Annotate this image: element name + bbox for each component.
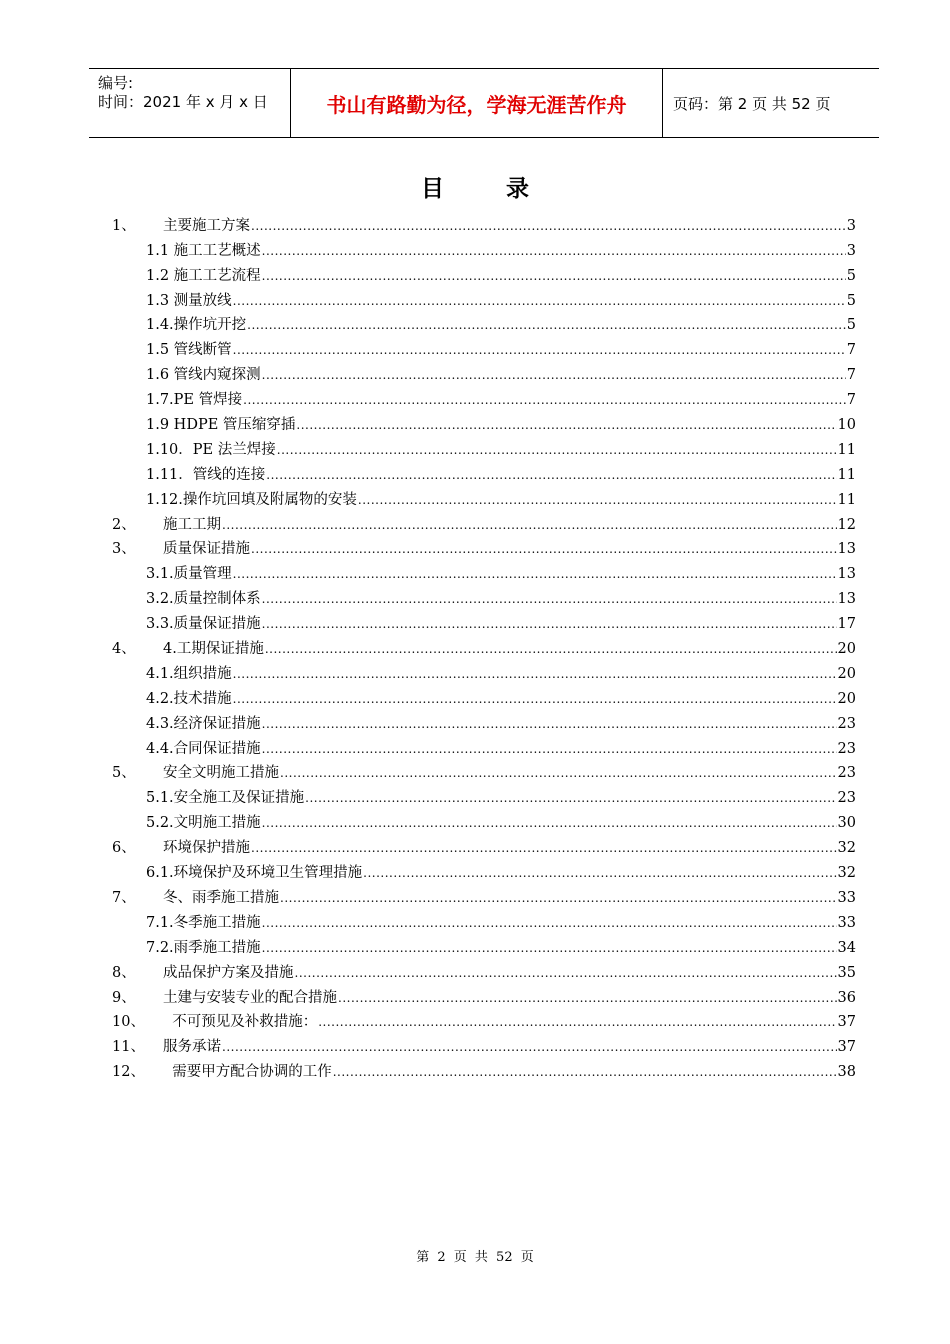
- toc-leader-dots: [262, 242, 846, 260]
- toc-entry-page: 13: [837, 591, 856, 608]
- toc-entry[interactable]: [112, 384, 856, 409]
- toc-entry-title: 环境保护措施: [163, 840, 250, 857]
- toc-entry[interactable]: [112, 957, 856, 982]
- toc-entry-page: 7: [846, 392, 856, 409]
- toc-entry-number: 8、: [112, 964, 136, 981]
- toc-entry-page: 37: [837, 1039, 856, 1056]
- toc-leader-dots: [305, 789, 836, 807]
- toc-entry-title: 土建与安装专业的配合措施: [163, 989, 337, 1006]
- toc-entry-page: 20: [837, 690, 856, 707]
- toc-entry-page: 3: [846, 217, 856, 234]
- toc-leader-dots: [262, 715, 837, 733]
- toc-entry[interactable]: [112, 583, 856, 608]
- toc-entry[interactable]: [112, 409, 856, 434]
- toc-entry-title: 1.9 HDPE 管压缩穿插: [146, 417, 296, 434]
- toc-leader-dots: [233, 341, 846, 359]
- toc-entry-page: 11: [837, 491, 856, 508]
- toc-leader-dots: [262, 267, 846, 285]
- toc-entry[interactable]: [112, 733, 856, 758]
- toc-leader-dots: [233, 665, 837, 683]
- toc-entry-number: 4、: [112, 641, 136, 658]
- toc-entry[interactable]: [112, 1031, 856, 1056]
- toc-entry-page: 11: [837, 466, 856, 483]
- toc-leader-dots: [233, 292, 846, 310]
- toc-entry-title: 7.2.雨季施工措施: [146, 939, 261, 956]
- toc-entry-title: 1.10．PE 法兰焊接: [146, 441, 276, 458]
- toc-leader-dots: [233, 690, 837, 708]
- toc-entry-number: 2、: [112, 516, 136, 533]
- toc-entry-title: 7.1.冬季施工措施: [146, 914, 261, 931]
- toc-leader-dots: [280, 764, 837, 782]
- toc-entry-title: 5.1.安全施工及保证措施: [146, 790, 305, 807]
- toc-entry[interactable]: [112, 210, 856, 235]
- toc-entry-title: 1.11．管线的连接: [146, 466, 266, 483]
- time-text: 时间：2021 年 x 月 x 日: [98, 93, 268, 111]
- toc-entry[interactable]: [112, 558, 856, 583]
- toc-entry-page: 37: [837, 1014, 856, 1031]
- toc-entry-page: 20: [837, 665, 856, 682]
- page-footer: 第 2 页 共 52 页: [416, 1250, 534, 1265]
- toc-leader-dots: [280, 889, 837, 907]
- toc-entry-number: 3、: [112, 541, 136, 558]
- toc-entry-page: 5: [846, 317, 856, 334]
- toc-entry-page: 38: [837, 1064, 856, 1081]
- toc-entry-page: 5: [846, 267, 856, 284]
- toc-entry[interactable]: [112, 633, 856, 658]
- toc-leader-dots: [265, 640, 837, 658]
- toc-entry[interactable]: [112, 608, 856, 633]
- toc-leader-dots: [262, 740, 837, 758]
- toc-entry-number: 10、: [112, 1014, 145, 1031]
- toc-entry[interactable]: [112, 1007, 856, 1032]
- toc-entry-title: 1.5 管线断管: [146, 342, 232, 359]
- toc-leader-dots: [251, 540, 837, 558]
- toc-entry[interactable]: [112, 982, 856, 1007]
- toc-entry[interactable]: [112, 907, 856, 932]
- toc-entry-title: 冬、雨季施工措施: [163, 889, 279, 906]
- header-motto: 书山有路勤为径，学海无涯苦作舟: [291, 69, 663, 137]
- toc-entry[interactable]: [112, 882, 856, 907]
- document-header: [89, 68, 879, 138]
- toc-entry[interactable]: [112, 484, 856, 509]
- toc-entry[interactable]: [112, 782, 856, 807]
- toc-entry-title: 不可预见及补救措施：: [163, 1014, 318, 1031]
- toc-entry-page: 30: [837, 815, 856, 832]
- toc-title: 目录: [421, 176, 591, 202]
- toc-entry-page: 11: [837, 441, 856, 458]
- toc-entry[interactable]: [112, 310, 856, 335]
- toc-entry-page: 7: [846, 367, 856, 384]
- toc-entry-title: 4.4.合同保证措施: [146, 740, 261, 757]
- toc-leader-dots: [295, 964, 837, 982]
- toc-entry-page: 7: [846, 342, 856, 359]
- toc-leader-dots: [338, 989, 837, 1007]
- toc-entry-number: 7、: [112, 889, 136, 906]
- toc-leader-dots: [222, 1038, 837, 1056]
- toc-entry-page: 23: [837, 765, 856, 782]
- toc-leader-dots: [262, 914, 837, 932]
- toc-entry-title: 4.2.技术措施: [146, 690, 232, 707]
- toc-entry[interactable]: [112, 832, 856, 857]
- toc-entry-page: 35: [837, 964, 856, 981]
- toc-entry[interactable]: [112, 1056, 856, 1081]
- toc-entry[interactable]: [112, 534, 856, 559]
- toc-entry[interactable]: [112, 708, 856, 733]
- toc-leader-dots: [318, 1013, 836, 1031]
- toc-entry-title: 1.12.操作坑回填及附属物的安装: [146, 491, 357, 508]
- toc-entry-title: 4.3.经济保证措施: [146, 715, 261, 732]
- toc-entry-page: 34: [837, 939, 856, 956]
- toc-entry-title: 1.1 施工工艺概述: [146, 242, 261, 259]
- toc-entry-title: 3.3.质量保证措施: [146, 616, 261, 633]
- toc-entry-title: 1.6 管线内窥探测: [146, 367, 261, 384]
- toc-entry-title: 5.2.文明施工措施: [146, 815, 261, 832]
- toc-leader-dots: [262, 939, 837, 957]
- toc-entry-page: 5: [846, 292, 856, 309]
- toc-leader-dots: [251, 217, 846, 235]
- toc-leader-dots: [266, 466, 836, 484]
- toc-entry-page: 20: [837, 641, 856, 658]
- toc-entry[interactable]: [112, 260, 856, 285]
- toc-entry-title: 4.工期保证措施: [163, 641, 264, 658]
- header-page-info: 页码：第 2 页 共 52 页: [673, 94, 831, 113]
- toc-leader-dots: [247, 316, 846, 334]
- toc-entry[interactable]: [112, 658, 856, 683]
- toc-entry[interactable]: [112, 509, 856, 534]
- toc-entry-number: 1、: [112, 217, 136, 234]
- toc-entry-title: 1.7.PE 管焊接: [146, 392, 243, 409]
- toc-entry-title: 1.2 施工工艺流程: [146, 267, 261, 284]
- toc-entry-title: 成品保护方案及措施: [163, 964, 294, 981]
- toc-entry-title: 安全文明施工措施: [163, 765, 279, 782]
- toc-entry-title: 6.1.环境保护及环境卫生管理措施: [146, 865, 363, 882]
- toc-entry-page: 23: [837, 740, 856, 757]
- toc-leader-dots: [262, 615, 837, 633]
- toc-entry[interactable]: [112, 932, 856, 957]
- toc-entry-page: 3: [846, 242, 856, 259]
- toc-entry-page: 12: [837, 516, 856, 533]
- toc-entry-number: 9、: [112, 989, 136, 1006]
- toc-leader-dots: [296, 416, 836, 434]
- toc-entry[interactable]: [112, 285, 856, 310]
- toc-leader-dots: [262, 366, 846, 384]
- toc-entry-title: 施工工期: [163, 516, 221, 533]
- toc-entry-title: 服务承诺: [163, 1039, 221, 1056]
- table-of-contents: [112, 210, 856, 1081]
- toc-entry[interactable]: [112, 459, 856, 484]
- toc-entry[interactable]: [112, 235, 856, 260]
- toc-entry-number: 6、: [112, 840, 136, 857]
- toc-entry-title: 3.1.质量管理: [146, 566, 232, 583]
- serial-label: 编号:: [98, 74, 134, 92]
- toc-entry[interactable]: [112, 359, 856, 384]
- toc-entry-title: 4.1.组织措施: [146, 665, 232, 682]
- toc-entry-page: 32: [837, 840, 856, 857]
- toc-entry-title: 1.3 测量放线: [146, 292, 232, 309]
- toc-entry-page: 36: [837, 989, 856, 1006]
- header-meta-cell: [89, 69, 291, 137]
- toc-entry-page: 13: [837, 541, 856, 558]
- toc-leader-dots: [243, 391, 846, 409]
- toc-leader-dots: [363, 864, 836, 882]
- toc-entry-number: 11、: [112, 1039, 145, 1056]
- toc-leader-dots: [233, 565, 837, 583]
- toc-entry-title: 3.2.质量控制体系: [146, 591, 261, 608]
- toc-entry-title: 需要甲方配合协调的工作: [163, 1064, 332, 1081]
- toc-entry-page: 33: [837, 889, 856, 906]
- toc-leader-dots: [333, 1063, 837, 1081]
- toc-entry-title: 主要施工方案: [163, 217, 250, 234]
- toc-entry[interactable]: [112, 683, 856, 708]
- toc-entry[interactable]: [112, 334, 856, 359]
- toc-leader-dots: [262, 590, 837, 608]
- toc-entry[interactable]: [112, 857, 856, 882]
- toc-entry-number: 12、: [112, 1064, 145, 1081]
- toc-entry-page: 33: [837, 914, 856, 931]
- toc-entry-page: 23: [837, 790, 856, 807]
- toc-entry[interactable]: [112, 434, 856, 459]
- toc-entry-page: 13: [837, 566, 856, 583]
- toc-leader-dots: [262, 814, 837, 832]
- toc-entry-title: 1.4.操作坑开挖: [146, 317, 247, 334]
- toc-entry-page: 10: [837, 417, 856, 434]
- toc-entry[interactable]: [112, 807, 856, 832]
- toc-entry-page: 32: [837, 865, 856, 882]
- toc-entry-page: 17: [837, 616, 856, 633]
- toc-entry-number: 5、: [112, 765, 136, 782]
- toc-leader-dots: [251, 839, 837, 857]
- toc-leader-dots: [277, 441, 837, 459]
- toc-entry[interactable]: [112, 758, 856, 783]
- toc-entry-page: 23: [837, 715, 856, 732]
- toc-leader-dots: [222, 516, 837, 534]
- toc-entry-title: 质量保证措施: [163, 541, 250, 558]
- toc-leader-dots: [358, 491, 837, 509]
